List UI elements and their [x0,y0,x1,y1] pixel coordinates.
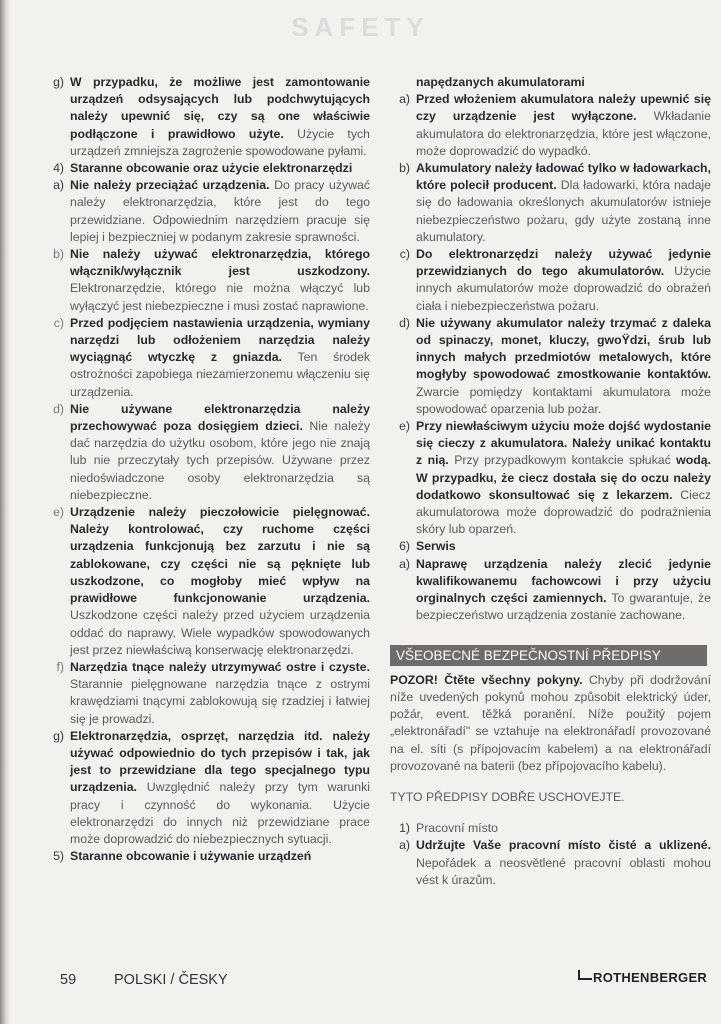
item-text: Dla ładowarki, która nadaje się do ładowania określonych akumulatorów istnieje niebezpieczeństwo pożaru, gdy użyte zostaną inne akumulatory. [416,178,711,244]
brand-name: ROTHENBERGER [593,970,708,985]
item-bold-text: Nie używany akumulator należy trzymać z daleka od spinaczy, monet, kluczy, gwoŸdzi, śrub lub innych małych przedmiotów metalowych, które mogłyby spowodować zmostkowanie kontaktów. [416,315,711,382]
section-heading-continued [386,74,711,91]
right-column [386,74,711,889]
item-bold-text: Nie należy przeciążać urządzenia. [70,178,270,193]
section-number: 4) [53,161,64,176]
item-bold-text: Elektronarzędzia, osprzęt, narzędzia itd. należy używać odpowiednio do tych przepisów i tak, jak jest to przewidziane dla tego specjalnego typu urządzenia. [70,728,370,795]
section-number: 5) [53,849,64,864]
item-label: g) [53,75,64,89]
item-label: a) [399,92,410,107]
item-text: Do pracy używać należy elektronarzędzia, które jest do tego przewidziane. Odpowiednim narzędziem pracuje się lepiej i bezpieczniej w podanym zakresie sprawności. [70,178,371,244]
section-title: napędzanych akumulatorami [416,75,585,89]
list-item [40,401,370,504]
list-item [386,246,711,315]
czech-warning-paragraph [386,672,711,775]
brand-mark-icon [578,970,592,980]
czech-section-banner: VŠEOBECNÉ BEZPEČNOSTNÍ PŘEDPISY [390,645,707,666]
item-label: c) [53,315,64,330]
item-text: Użycie tych urządzeń zmniejsza zagrożenie spowodowane pyłami. [70,126,370,158]
item-text: Elektronarzędzie, którego nie można włączyć lub wyłączyć jest niebezpieczne i musi zostać naprawione. [70,281,370,313]
item-label: a) [399,556,410,571]
item-label: d) [399,315,410,330]
item-label: g) [53,728,64,743]
section-heading [386,820,711,837]
list-item [40,246,370,315]
left-column [40,74,370,865]
item-text: To gwarantuje, że bezpieczeństwo urządzenia zostanie zachowane. [416,591,711,623]
section-heading [40,160,370,177]
warning-text: Chyby při dodržování níže uvedených pokynů mohou způsobit elektrický úder, požár, event. těžká poranění. Níže použitý pojem „elektronářadí" se vztahuje na elektronářadí provozované na el. síti (s přípojovacím kabelem) a na elektronářadí provozované na baterii (bez přípojovacího kabelu). [390,672,711,773]
item-text: Nepořádek a neosvětlené pracovní oblasti mohou vést k úrazům. [416,855,711,887]
item-bold-text: Przed podjęciem nastawienia urządzenia, wymiany narzędzi lub odłożeniem narzędzia należy wyciągnąć wtyczkę z gniazda. [70,315,370,365]
item-label: b) [399,161,410,176]
item-text: Nie należy dać narzędzia do użytku osobom, które jego nie znają lub nie przeczytały tych przepisów. Używane przez niedoświadczone osoby elektronarzędzia są niebezpieczne. [70,419,370,502]
list-item [40,728,370,848]
list-item [40,315,370,401]
list-item [40,659,370,728]
footer-languages: POLSKI / ČESKY [114,972,228,988]
item-text: Zwarcie pomiędzy kontaktami akumulatora może spowodować oparzenia lub pożar. [416,384,711,416]
item-label: b) [53,247,64,262]
item-text: Ten środek ostrożności zapobiega niezamierzonemu włączeniu się urządzenia. [70,350,370,399]
page-header-title: SAFETY [291,12,430,42]
item-text: Starannie pielęgnowane narzędzia tnące z ostrymi krawędziami tnącymi zablokowują się rzadziej i łatwiej się je prowadzi. [70,677,370,726]
item-label: e) [399,419,410,434]
section-number: 6) [399,539,410,554]
section-heading [40,848,370,865]
list-item [386,556,711,625]
item-bold-text: Naprawę urządzenia należy zlecić jedynie kwalifikowanemu fachowcowi i przy użyciu orginalnych części zamiennych. [416,556,711,606]
item-text: Uszkodzone części należy przed użyciem urządzenia oddać do naprawy. Wiele wypadków spowodowanych jest przez niewłaściwą konserwację elektronarzędzi. [70,608,370,657]
list-item [386,837,711,889]
list-item [40,177,370,246]
warning-bold-text: POZOR! Čtěte všechny pokyny. [390,672,583,687]
item-bold-text: Do elektronarzędzi należy używać jedynie przewidzianych do tego akumulatorów. [416,247,711,279]
item-text: Ciecz akumulatorowa może doprowadzić do podrażnienia skóry lub oparzeń. [416,487,711,537]
section-heading [386,538,711,555]
item-bold-text: Urządzenie należy pieczołowicie pielęgnować. Należy kontrolować, czy ruchome części urządzenia funkcjonują bez zarzutu i nie są zablokowane, czy części nie są pęknięte lub uszkodzone, co mogłoby mieć wpływ na prawidłowe funkcjonowanie urządzenia. [70,505,370,606]
item-bold-text: Akumulatory należy ładować tylko w ładowarkach, które polecił producent. [416,161,711,193]
list-item [40,504,370,659]
item-bold-text: Narzędzia tnące należy utrzymywać ostre i czyste. [70,659,370,674]
brand-logo [578,970,707,985]
list-item [386,91,711,160]
item-label: e) [53,505,64,520]
item-bold-text: Udržujte Vaše pracovní místo čisté a uklizené. [416,838,711,853]
item-label: f) [56,659,64,674]
list-item [386,315,711,418]
item-bold-text: Przy niewłaściwym użyciu może dojść wydostanie się cieczy z akumulatora. Należy unikać kontaktu z nią. [416,419,711,468]
item-label: a) [53,178,64,193]
section-number: 1) [399,821,410,836]
item-bold-text: Przed włożeniem akumulatora należy upewnić się czy urządzenie jest wyłączone. [416,92,711,124]
page-number: 59 [60,972,77,988]
section-title: Serwis [416,539,456,554]
list-item [40,74,370,160]
item-text: Uwzględnić należy przy tym warunki pracy i czynność do wykonania. Użycie elektronarzędzi do innych niż przewidziane prace może doprowadzić do niebezpiecznych sytuacji. [70,780,370,846]
item-text: Użycie innych akumulatorów może doprowadzić do obrażeń ciała i niebezpieczeństwa pożaru. [416,264,711,313]
section-title: Pracovní místo [416,821,499,836]
item-text: Przy przypadkowym kontakcie spłukać [448,453,671,468]
page-binding-shadow [0,0,10,1024]
item-bold-text: Nie używane elektronarzędzia należy przechowywać poza dosięgiem dzieci. [70,401,370,434]
item-bold-text: wodą. W przypadku, że ciecz dostała się do oczu należy dodatkowo skonsultować się z lekarzem. [416,453,711,502]
list-item [386,418,711,538]
item-bold-text: W przypadku, że możliwe jest zamontowanie urządzeń odsysających lub podchwytujących należy upewnić się, czy są one właściwie podłączone i prawidłowo użyte. [70,75,370,141]
item-label: c) [399,247,410,262]
item-label: a) [399,838,410,853]
item-bold-text: Nie należy używać elektronarzędzia, którego włącznik/wyłącznik jest uszkodzony. [70,247,370,279]
item-text: Wkładanie akumulatora do elektronarzędzia, które jest włączone, może doprowadzić do wypadkó. [416,109,711,158]
list-item [386,160,711,246]
item-label: d) [53,401,64,416]
section-title: Staranne obcowanie oraz użycie elektronarzędzi [70,161,353,176]
keep-instructions-note: TYTO PŘEDPISY DOBŘE USCHOVEJTE. [390,789,625,804]
section-title: Staranne obcowanie i używanie urządzeń [70,849,312,864]
